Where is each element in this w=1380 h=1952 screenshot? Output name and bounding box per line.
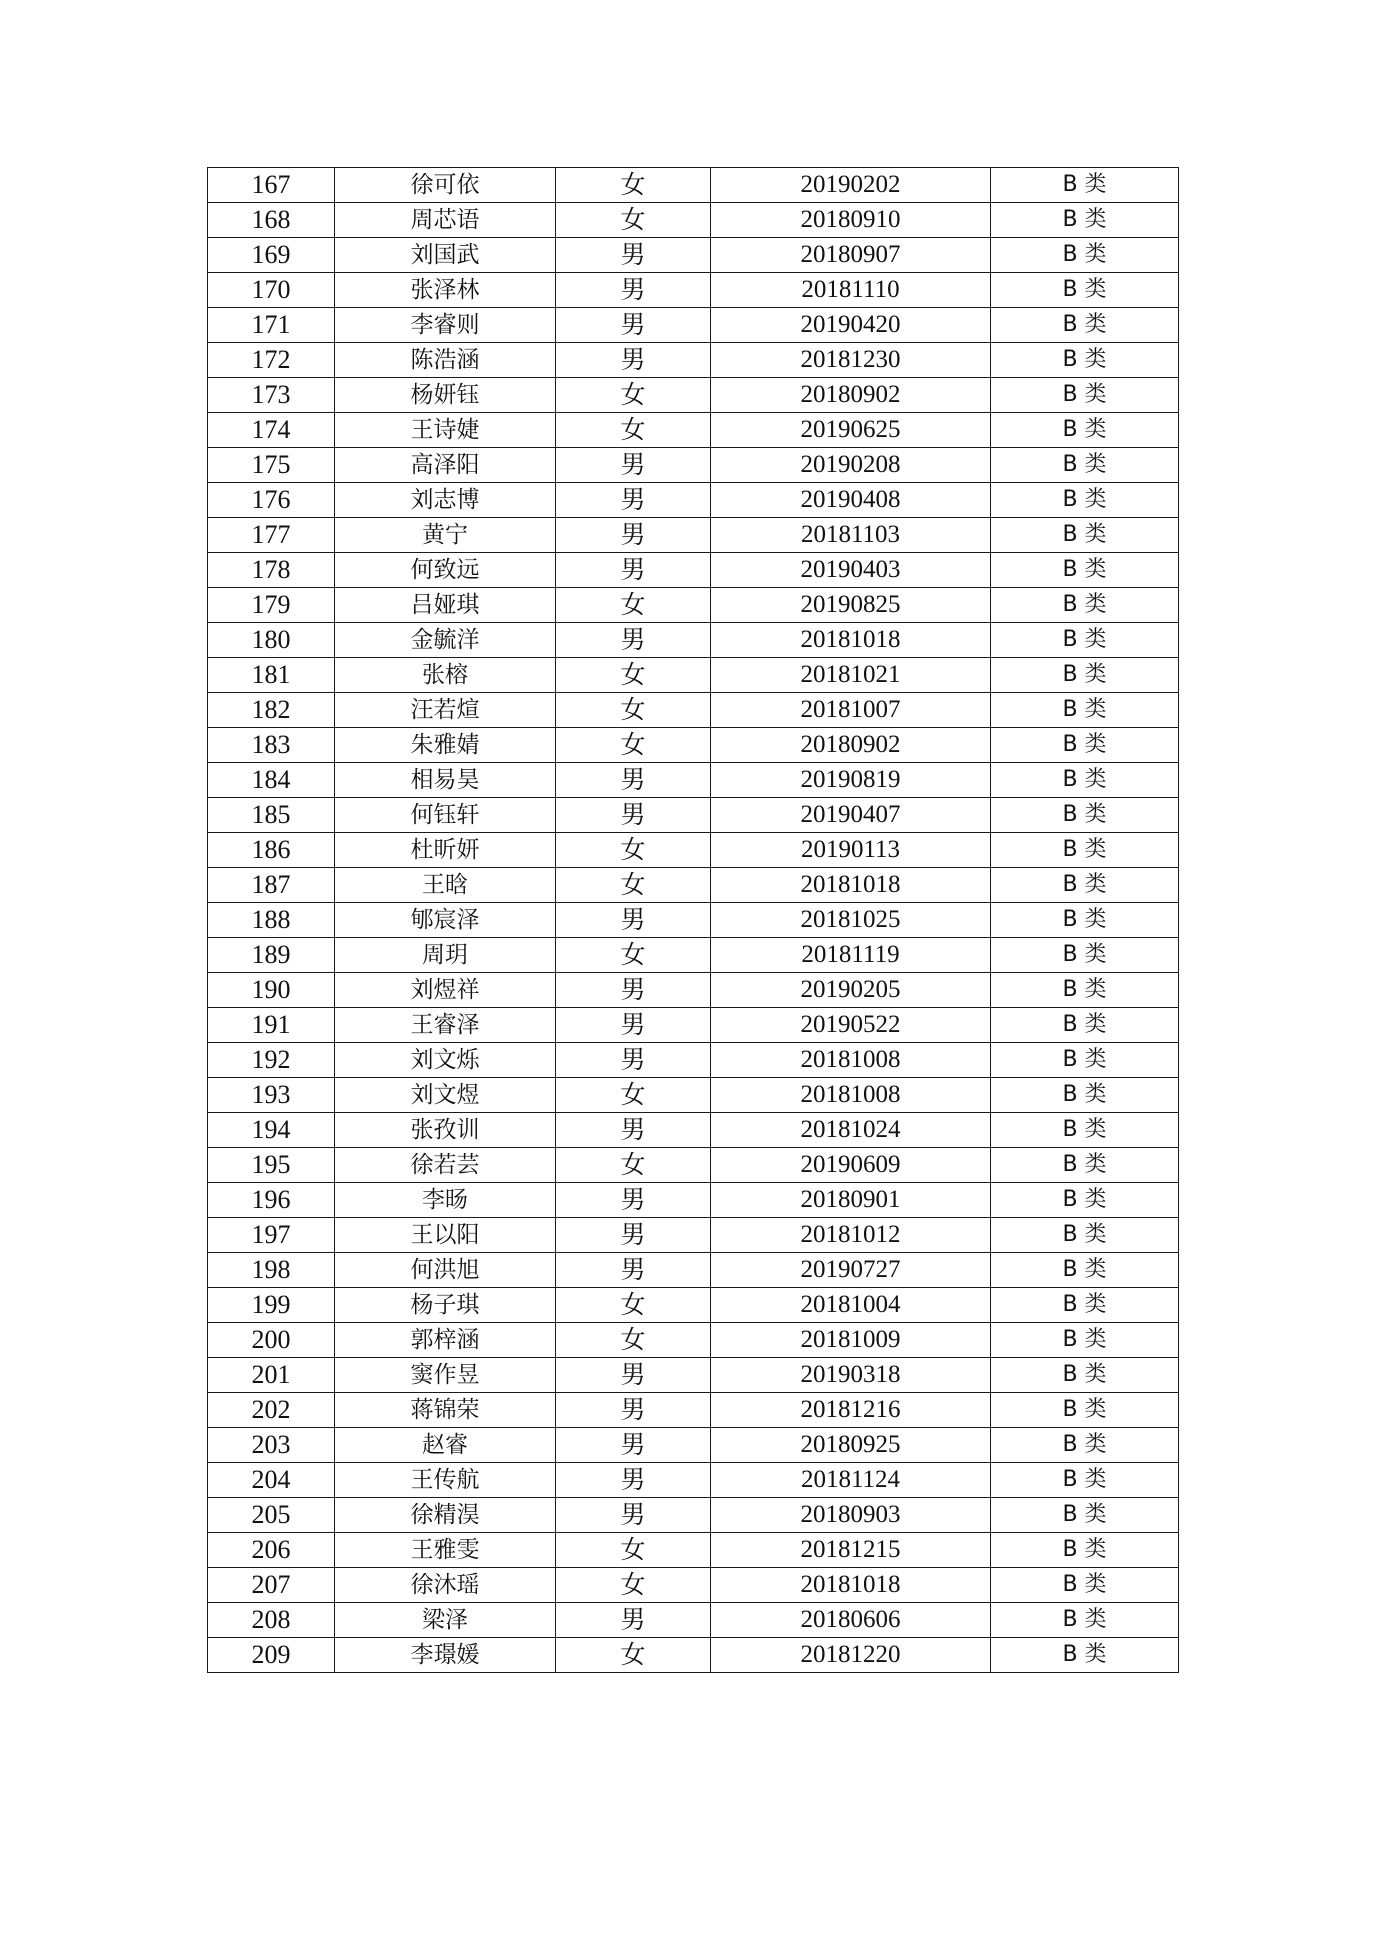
table-row — [208, 483, 1179, 518]
category-cell: B 类 — [991, 1358, 1179, 1393]
row-number-cell: 178 — [208, 553, 335, 588]
date-cell: 20181103 — [711, 518, 991, 553]
table-row — [208, 168, 1179, 203]
date-cell: 20180910 — [711, 203, 991, 238]
category-cell: B 类 — [991, 448, 1179, 483]
date-cell: 20180902 — [711, 728, 991, 763]
category-cell: B 类 — [991, 1463, 1179, 1498]
table-row — [208, 973, 1179, 1008]
date-cell: 20181216 — [711, 1393, 991, 1428]
date-cell: 20181025 — [711, 903, 991, 938]
row-number-cell: 208 — [208, 1603, 335, 1638]
row-number-cell: 182 — [208, 693, 335, 728]
name-cell: 徐可依 — [335, 168, 556, 203]
gender-cell: 男 — [556, 553, 711, 588]
table-row — [208, 448, 1179, 483]
name-cell: 徐沐瑶 — [335, 1568, 556, 1603]
gender-cell: 男 — [556, 1358, 711, 1393]
category-cell: B 类 — [991, 1498, 1179, 1533]
date-cell: 20190208 — [711, 448, 991, 483]
table-row — [208, 833, 1179, 868]
category-cell: B 类 — [991, 1253, 1179, 1288]
date-cell: 20181021 — [711, 658, 991, 693]
date-cell: 20190609 — [711, 1148, 991, 1183]
row-number-cell: 200 — [208, 1323, 335, 1358]
date-cell: 20181024 — [711, 1113, 991, 1148]
row-number-cell: 175 — [208, 448, 335, 483]
gender-cell: 女 — [556, 1638, 711, 1673]
gender-cell: 女 — [556, 1148, 711, 1183]
name-cell: 汪若煊 — [335, 693, 556, 728]
table-row — [208, 238, 1179, 273]
row-number-cell: 170 — [208, 273, 335, 308]
date-cell: 20190825 — [711, 588, 991, 623]
category-cell: B 类 — [991, 1218, 1179, 1253]
row-number-cell: 169 — [208, 238, 335, 273]
date-cell: 20190819 — [711, 763, 991, 798]
date-cell: 20181230 — [711, 343, 991, 378]
row-number-cell: 179 — [208, 588, 335, 623]
category-cell: B 类 — [991, 1393, 1179, 1428]
gender-cell: 女 — [556, 868, 711, 903]
table-row — [208, 1113, 1179, 1148]
name-cell: 王传航 — [335, 1463, 556, 1498]
name-cell: 周芯语 — [335, 203, 556, 238]
name-cell: 徐若芸 — [335, 1148, 556, 1183]
category-cell: B 类 — [991, 1533, 1179, 1568]
name-cell: 刘文煜 — [335, 1078, 556, 1113]
date-cell: 20181009 — [711, 1323, 991, 1358]
category-cell: B 类 — [991, 693, 1179, 728]
table-row — [208, 1078, 1179, 1113]
category-cell: B 类 — [991, 868, 1179, 903]
table-row — [208, 1463, 1179, 1498]
row-number-cell: 196 — [208, 1183, 335, 1218]
date-cell: 20181008 — [711, 1078, 991, 1113]
row-number-cell: 187 — [208, 868, 335, 903]
name-cell: 黄宁 — [335, 518, 556, 553]
category-cell: B 类 — [991, 1288, 1179, 1323]
gender-cell: 女 — [556, 658, 711, 693]
category-cell: B 类 — [991, 1043, 1179, 1078]
date-cell: 20180903 — [711, 1498, 991, 1533]
category-cell: B 类 — [991, 1148, 1179, 1183]
table-row — [208, 693, 1179, 728]
gender-cell: 女 — [556, 693, 711, 728]
name-cell: 郇宸泽 — [335, 903, 556, 938]
gender-cell: 女 — [556, 1533, 711, 1568]
row-number-cell: 181 — [208, 658, 335, 693]
name-cell: 刘煜祥 — [335, 973, 556, 1008]
row-number-cell: 184 — [208, 763, 335, 798]
category-cell: B 类 — [991, 973, 1179, 1008]
name-cell: 吕娅琪 — [335, 588, 556, 623]
row-number-cell: 209 — [208, 1638, 335, 1673]
table-row — [208, 1218, 1179, 1253]
name-cell: 李璟媛 — [335, 1638, 556, 1673]
date-cell: 20190205 — [711, 973, 991, 1008]
name-cell: 窦作昱 — [335, 1358, 556, 1393]
name-cell: 高泽阳 — [335, 448, 556, 483]
gender-cell: 男 — [556, 1113, 711, 1148]
date-cell: 20180901 — [711, 1183, 991, 1218]
gender-cell: 男 — [556, 483, 711, 518]
row-number-cell: 201 — [208, 1358, 335, 1393]
table-row — [208, 1533, 1179, 1568]
date-cell: 20181119 — [711, 938, 991, 973]
category-cell: B 类 — [991, 1323, 1179, 1358]
category-cell: B 类 — [991, 938, 1179, 973]
table-row — [208, 343, 1179, 378]
gender-cell: 男 — [556, 1603, 711, 1638]
row-number-cell: 186 — [208, 833, 335, 868]
category-cell: B 类 — [991, 413, 1179, 448]
row-number-cell: 172 — [208, 343, 335, 378]
date-cell: 20180907 — [711, 238, 991, 273]
date-cell: 20181008 — [711, 1043, 991, 1078]
name-cell: 王以阳 — [335, 1218, 556, 1253]
gender-cell: 女 — [556, 203, 711, 238]
row-number-cell: 194 — [208, 1113, 335, 1148]
name-cell: 王雅雯 — [335, 1533, 556, 1568]
name-cell: 王睿泽 — [335, 1008, 556, 1043]
gender-cell: 女 — [556, 378, 711, 413]
roster-table-body — [208, 168, 1179, 1673]
table-row — [208, 203, 1179, 238]
table-row — [208, 1393, 1179, 1428]
date-cell: 20181012 — [711, 1218, 991, 1253]
table-row — [208, 1148, 1179, 1183]
category-cell: B 类 — [991, 1008, 1179, 1043]
name-cell: 何钰轩 — [335, 798, 556, 833]
row-number-cell: 204 — [208, 1463, 335, 1498]
category-cell: B 类 — [991, 553, 1179, 588]
table-row — [208, 553, 1179, 588]
table-row — [208, 1253, 1179, 1288]
table-row — [208, 1323, 1179, 1358]
name-cell: 何洪旭 — [335, 1253, 556, 1288]
gender-cell: 女 — [556, 1568, 711, 1603]
name-cell: 刘文烁 — [335, 1043, 556, 1078]
gender-cell: 男 — [556, 1043, 711, 1078]
row-number-cell: 207 — [208, 1568, 335, 1603]
category-cell: B 类 — [991, 588, 1179, 623]
name-cell: 张泽林 — [335, 273, 556, 308]
date-cell: 20181004 — [711, 1288, 991, 1323]
row-number-cell: 185 — [208, 798, 335, 833]
category-cell: B 类 — [991, 763, 1179, 798]
date-cell: 20181018 — [711, 1568, 991, 1603]
gender-cell: 男 — [556, 1253, 711, 1288]
name-cell: 杨妍钰 — [335, 378, 556, 413]
row-number-cell: 171 — [208, 308, 335, 343]
gender-cell: 男 — [556, 973, 711, 1008]
table-row — [208, 588, 1179, 623]
row-number-cell: 203 — [208, 1428, 335, 1463]
row-number-cell: 188 — [208, 903, 335, 938]
date-cell: 20180925 — [711, 1428, 991, 1463]
row-number-cell: 195 — [208, 1148, 335, 1183]
category-cell: B 类 — [991, 343, 1179, 378]
name-cell: 周玥 — [335, 938, 556, 973]
gender-cell: 女 — [556, 728, 711, 763]
table-row — [208, 1638, 1179, 1673]
category-cell: B 类 — [991, 1428, 1179, 1463]
category-cell: B 类 — [991, 1638, 1179, 1673]
name-cell: 相易昊 — [335, 763, 556, 798]
table-row — [208, 798, 1179, 833]
table-row — [208, 1288, 1179, 1323]
name-cell: 刘国武 — [335, 238, 556, 273]
row-number-cell: 183 — [208, 728, 335, 763]
gender-cell: 男 — [556, 273, 711, 308]
name-cell: 杜昕妍 — [335, 833, 556, 868]
gender-cell: 男 — [556, 1498, 711, 1533]
gender-cell: 女 — [556, 1323, 711, 1358]
gender-cell: 女 — [556, 413, 711, 448]
category-cell: B 类 — [991, 1603, 1179, 1638]
row-number-cell: 197 — [208, 1218, 335, 1253]
category-cell: B 类 — [991, 658, 1179, 693]
date-cell: 20181018 — [711, 868, 991, 903]
table-row — [208, 763, 1179, 798]
date-cell: 20190727 — [711, 1253, 991, 1288]
gender-cell: 男 — [556, 1008, 711, 1043]
row-number-cell: 199 — [208, 1288, 335, 1323]
gender-cell: 男 — [556, 448, 711, 483]
category-cell: B 类 — [991, 203, 1179, 238]
table-row — [208, 1043, 1179, 1078]
name-cell: 王诗婕 — [335, 413, 556, 448]
date-cell: 20190522 — [711, 1008, 991, 1043]
gender-cell: 女 — [556, 1288, 711, 1323]
category-cell: B 类 — [991, 168, 1179, 203]
gender-cell: 女 — [556, 833, 711, 868]
gender-cell: 男 — [556, 308, 711, 343]
category-cell: B 类 — [991, 483, 1179, 518]
table-row — [208, 728, 1179, 763]
category-cell: B 类 — [991, 1113, 1179, 1148]
name-cell: 王晗 — [335, 868, 556, 903]
name-cell: 杨子琪 — [335, 1288, 556, 1323]
table-row — [208, 1008, 1179, 1043]
name-cell: 张榕 — [335, 658, 556, 693]
table-row — [208, 308, 1179, 343]
category-cell: B 类 — [991, 623, 1179, 658]
name-cell: 梁泽 — [335, 1603, 556, 1638]
table-row — [208, 1568, 1179, 1603]
category-cell: B 类 — [991, 903, 1179, 938]
gender-cell: 男 — [556, 798, 711, 833]
gender-cell: 女 — [556, 588, 711, 623]
name-cell: 赵睿 — [335, 1428, 556, 1463]
gender-cell: 男 — [556, 518, 711, 553]
row-number-cell: 173 — [208, 378, 335, 413]
name-cell: 李旸 — [335, 1183, 556, 1218]
gender-cell: 男 — [556, 763, 711, 798]
date-cell: 20190318 — [711, 1358, 991, 1393]
name-cell: 蒋锦荣 — [335, 1393, 556, 1428]
table-row — [208, 273, 1179, 308]
gender-cell: 男 — [556, 343, 711, 378]
row-number-cell: 167 — [208, 168, 335, 203]
row-number-cell: 174 — [208, 413, 335, 448]
roster-table — [207, 167, 1179, 1673]
date-cell: 20181110 — [711, 273, 991, 308]
row-number-cell: 198 — [208, 1253, 335, 1288]
category-cell: B 类 — [991, 728, 1179, 763]
table-row — [208, 623, 1179, 658]
table-row — [208, 1498, 1179, 1533]
category-cell: B 类 — [991, 1568, 1179, 1603]
row-number-cell: 177 — [208, 518, 335, 553]
row-number-cell: 189 — [208, 938, 335, 973]
name-cell: 张孜训 — [335, 1113, 556, 1148]
table-row — [208, 658, 1179, 693]
row-number-cell: 180 — [208, 623, 335, 658]
date-cell: 20190407 — [711, 798, 991, 833]
date-cell: 20190625 — [711, 413, 991, 448]
gender-cell: 男 — [556, 1428, 711, 1463]
date-cell: 20190113 — [711, 833, 991, 868]
category-cell: B 类 — [991, 1183, 1179, 1218]
category-cell: B 类 — [991, 238, 1179, 273]
date-cell: 20181018 — [711, 623, 991, 658]
row-number-cell: 191 — [208, 1008, 335, 1043]
row-number-cell: 205 — [208, 1498, 335, 1533]
gender-cell: 男 — [556, 1393, 711, 1428]
category-cell: B 类 — [991, 798, 1179, 833]
category-cell: B 类 — [991, 273, 1179, 308]
gender-cell: 女 — [556, 1078, 711, 1113]
table-row — [208, 413, 1179, 448]
category-cell: B 类 — [991, 1078, 1179, 1113]
category-cell: B 类 — [991, 308, 1179, 343]
name-cell: 刘志博 — [335, 483, 556, 518]
table-row — [208, 868, 1179, 903]
name-cell: 李睿则 — [335, 308, 556, 343]
gender-cell: 男 — [556, 1463, 711, 1498]
gender-cell: 女 — [556, 938, 711, 973]
date-cell: 20190403 — [711, 553, 991, 588]
row-number-cell: 190 — [208, 973, 335, 1008]
name-cell: 郭梓涵 — [335, 1323, 556, 1358]
table-row — [208, 1358, 1179, 1393]
date-cell: 20190420 — [711, 308, 991, 343]
row-number-cell: 202 — [208, 1393, 335, 1428]
table-row — [208, 1428, 1179, 1463]
date-cell: 20181215 — [711, 1533, 991, 1568]
category-cell: B 类 — [991, 518, 1179, 553]
gender-cell: 男 — [556, 238, 711, 273]
date-cell: 20181124 — [711, 1463, 991, 1498]
gender-cell: 男 — [556, 1218, 711, 1253]
row-number-cell: 193 — [208, 1078, 335, 1113]
date-cell: 20181220 — [711, 1638, 991, 1673]
table-row — [208, 378, 1179, 413]
row-number-cell: 168 — [208, 203, 335, 238]
date-cell: 20180606 — [711, 1603, 991, 1638]
table-row — [208, 1603, 1179, 1638]
gender-cell: 女 — [556, 168, 711, 203]
gender-cell: 男 — [556, 623, 711, 658]
category-cell: B 类 — [991, 378, 1179, 413]
name-cell: 陈浩涵 — [335, 343, 556, 378]
date-cell: 20180902 — [711, 378, 991, 413]
row-number-cell: 176 — [208, 483, 335, 518]
row-number-cell: 192 — [208, 1043, 335, 1078]
date-cell: 20181007 — [711, 693, 991, 728]
table-row — [208, 903, 1179, 938]
table-row — [208, 938, 1179, 973]
table-row — [208, 518, 1179, 553]
name-cell: 徐精淏 — [335, 1498, 556, 1533]
category-cell: B 类 — [991, 833, 1179, 868]
row-number-cell: 206 — [208, 1533, 335, 1568]
date-cell: 20190202 — [711, 168, 991, 203]
name-cell: 何致远 — [335, 553, 556, 588]
date-cell: 20190408 — [711, 483, 991, 518]
table-row — [208, 1183, 1179, 1218]
gender-cell: 男 — [556, 1183, 711, 1218]
name-cell: 朱雅婧 — [335, 728, 556, 763]
name-cell: 金毓洋 — [335, 623, 556, 658]
gender-cell: 男 — [556, 903, 711, 938]
